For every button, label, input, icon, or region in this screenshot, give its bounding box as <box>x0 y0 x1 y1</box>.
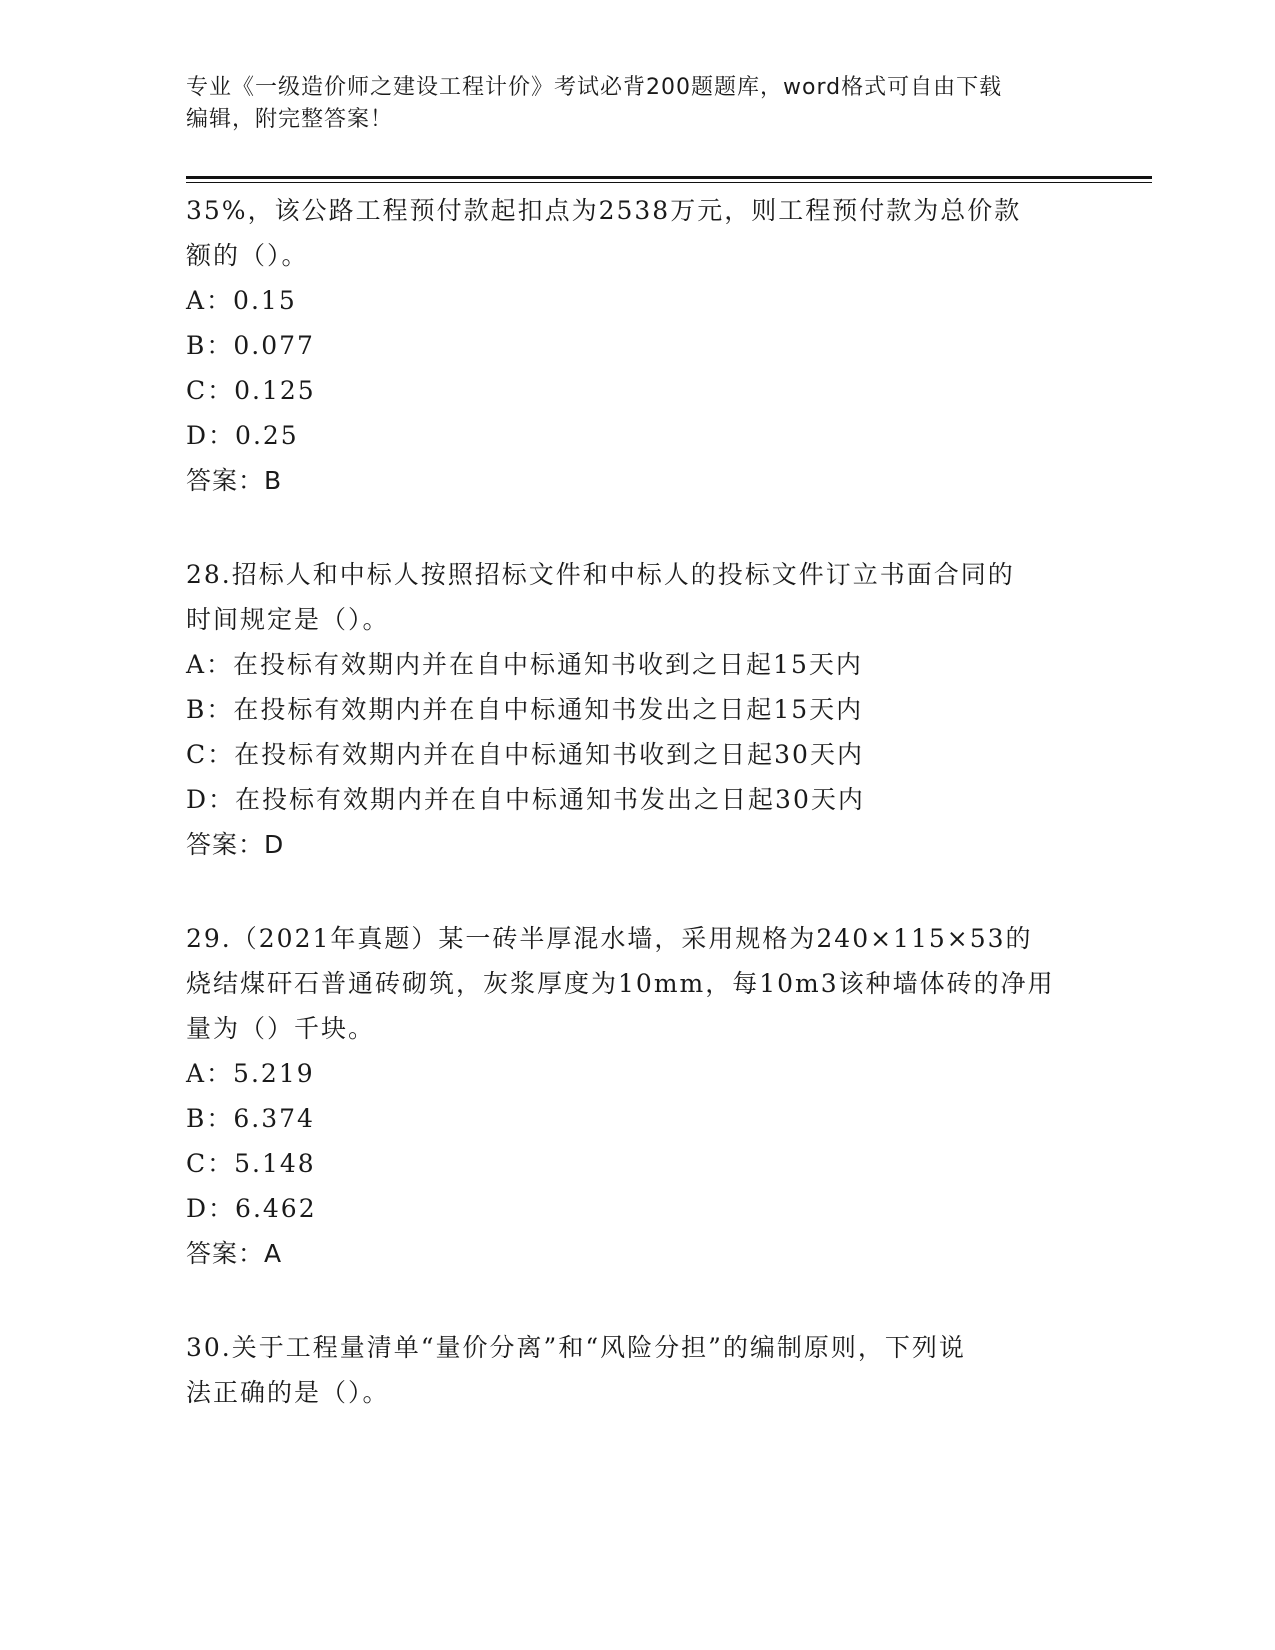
header-title-line-2: 编辑，附完整答案！ <box>186 107 394 132</box>
question-27-option-b: B：0.077 <box>186 331 315 360</box>
question-spacer <box>186 503 1086 552</box>
question-29-stem-line-1: 29.（2021年真题）某一砖半厚混水墙，采用规格为240×115×53的 <box>186 924 1033 953</box>
question-spacer <box>186 1276 1086 1325</box>
question-27-answer: 答案：B <box>186 466 283 495</box>
question-27 <box>186 188 1086 503</box>
question-29-option-a: A：5.219 <box>186 1059 315 1088</box>
question-spacer <box>186 867 1086 916</box>
question-28-stem-line-2: 时间规定是（）。 <box>186 605 390 634</box>
question-28-answer: 答案：D <box>186 830 285 859</box>
header-divider-thin <box>186 182 1152 183</box>
question-29 <box>186 916 1086 1276</box>
question-27-stem-line-1: 35%，该公路工程预付款起扣点为2538万元，则工程预付款为总价款 <box>186 196 1022 225</box>
question-28-option-a: A：在投标有效期内并在自中标通知书收到之日起15天内 <box>186 650 863 679</box>
question-28-option-c: C：在投标有效期内并在自中标通知书收到之日起30天内 <box>186 740 864 769</box>
question-30-stem-line-2: 法正确的是（）。 <box>186 1378 390 1407</box>
question-29-option-c: C：5.148 <box>186 1149 316 1178</box>
question-29-stem-line-2: 烧结煤矸石普通砖砌筑，灰浆厚度为10mm，每10m3该种墙体砖的净用 <box>186 969 1055 998</box>
question-27-option-c: C：0.125 <box>186 376 316 405</box>
header-title-line-1: 专业《一级造价师之建设工程计价》考试必背200题题库，word格式可自由下载 <box>186 75 1003 100</box>
question-28-stem-line-1: 28.招标人和中标人按照招标文件和中标人的投标文件订立书面合同的 <box>186 560 1015 589</box>
question-28-option-b: B：在投标有效期内并在自中标通知书发出之日起15天内 <box>186 695 864 724</box>
question-28 <box>186 552 1086 867</box>
question-27-stem-line-2: 额的（）。 <box>186 241 309 270</box>
question-list <box>186 188 1086 1415</box>
question-27-option-d: D：0.25 <box>186 421 299 450</box>
question-30-stem-line-1: 30.关于工程量清单“量价分离”和“风险分担”的编制原则，下列说 <box>186 1333 966 1362</box>
question-27-option-a: A：0.15 <box>186 286 297 315</box>
header-divider-thick <box>186 176 1152 179</box>
question-28-option-d: D：在投标有效期内并在自中标通知书发出之日起30天内 <box>186 785 865 814</box>
document-header <box>186 72 1066 136</box>
question-29-stem-line-3: 量为（）千块。 <box>186 1014 376 1043</box>
question-30 <box>186 1325 1086 1415</box>
question-29-option-d: D：6.462 <box>186 1194 317 1223</box>
question-29-option-b: B：6.374 <box>186 1104 315 1133</box>
question-29-answer: 答案：A <box>186 1239 283 1268</box>
